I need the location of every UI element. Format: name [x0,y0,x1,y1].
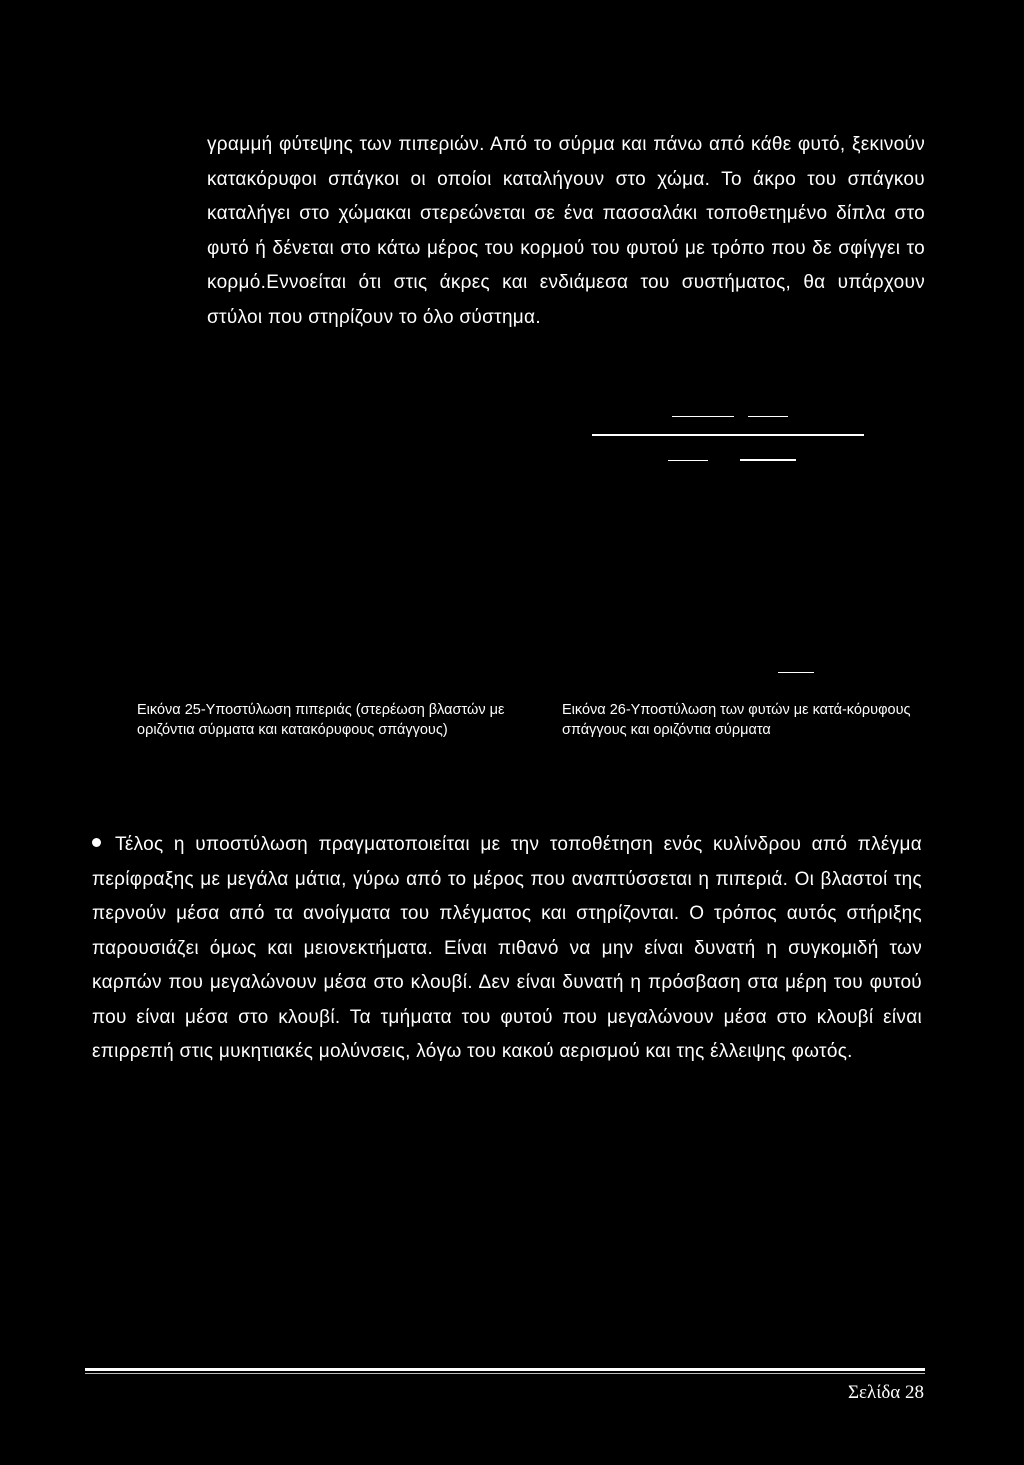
footer-rule-thin [85,1373,925,1374]
body-paragraph-top: γραμμή φύτεψης των πιπεριών. Από το σύρμα και πάνω από κάθε φυτό, ξεκινούν κατακόρυφοι σπάγκοι οι οποίοι καταλήγουν στο χώμα. Το άκρο του σπάγκου καταλήγει στο χώμακαι στερεώνεται σε ένα πασσαλάκι τοποθετημένο δίπλα στο φυτό ή δένεται στο κάτω μέρος του κορμού του φυτού με τρόπο που δε σφίγγει το κορμό.Εννοείται ότι στις άκρες και ενδιάμεσα του συστήματος, θα υπάρχουν στύλοι που στηρίζουν το όλο σύστημα. [207,134,925,328]
figure-caption-26: Εικόνα 26-Υποστύλωση των φυτών με κατά-κόρυφους σπάγγους και οριζόντια σύρματα [562,702,911,738]
figure-artifact-line [668,460,708,461]
footer-rule [85,1368,925,1371]
page-number: Σελίδα 28 [847,1382,924,1403]
figure-artifact-line [672,416,734,417]
figure-artifact-line [748,416,788,417]
bullet-paragraph-text: Τέλος η υποστύλωση πραγματοποιείται με την τοποθέτηση ενός κυλίνδρου από πλέγμα περίφραξης με μεγάλα μάτια, γύρω από το μέρος που αναπτύσσεται η πιπεριά. Οι βλαστοί της περνούν μέσα από τα ανοίγματα του πλέγματος και στηρίζονται. Ο τρόπος αυτός στήριξης παρουσιάζει όμως και μειονεκτήματα. Είναι πιθανό να μην είναι δυνατή η συγκομιδή των καρπών που μεγαλώνουν μέσα στο κλουβί. Δεν είναι δυνατή η πρόσβαση στα μέρη του φυτού που είναι μέσα στο κλουβί. Τα τμήματα του φυτού που μεγαλώνουν μέσα στο κλουβί είναι επιρρεπή στις μυκητιακές μολύνσεις, λόγω του κακού αερισμού και της έλλειψης φωτός. [92,834,922,1062]
figure-artifact-line [740,459,796,461]
figure-caption-25: Εικόνα 25-Υποστύλωση πιπεριάς (στερέωση βλαστών με οριζόντια σύρματα και κατακόρυφους σπάγγους) [137,702,505,738]
bullet-icon [92,838,101,847]
bullet-paragraph [92,828,922,1070]
figure-artifact-line [778,672,814,673]
figure-artifact-line [592,434,864,436]
